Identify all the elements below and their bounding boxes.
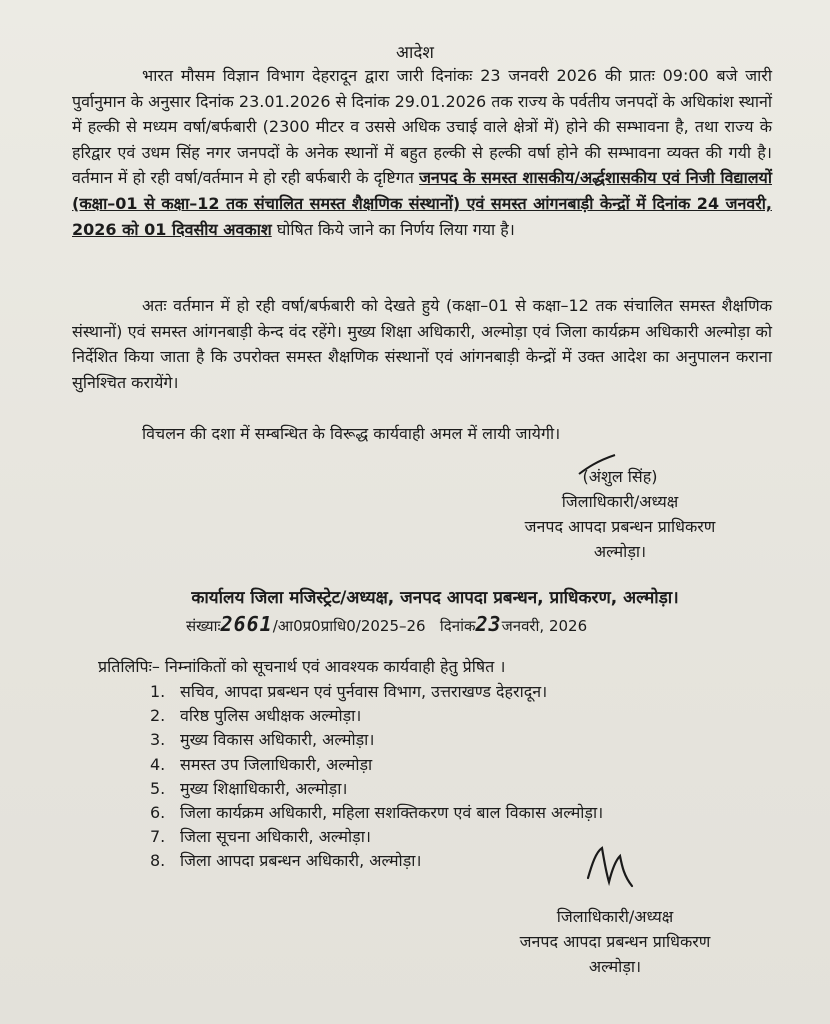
officer-authority: जनपद आपदा प्रबन्धन प्राधिकरण <box>524 517 716 536</box>
officer-designation: जिलाधिकारी/अध्यक्ष <box>561 492 679 511</box>
holiday-declaration: जनपद के समस्त शासकीय/अर्द्धशासकीय एवं निजी विद्यालयों (कक्षा–01 से कक्षा–12 तक संचालित समस्त शैक्षणिक संस्थानों) एवं समस्त आंगनबाड़ी केन्द्रों में दिनांक 24 जनवरी, 2026 को 01 दिवसीय अवकाश <box>72 168 772 239</box>
list-item: 4. समस्त उप जिलाधिकारी, अल्मोड़ा <box>150 754 373 774</box>
order-heading: आदेश <box>396 43 434 63</box>
date-prefix: दिनांक <box>439 617 476 635</box>
paragraph-forecast-text: भारत मौसम विज्ञान विभाग देहरादून द्वारा जारी दिनांकः 23 जनवरी 2026 की प्रातः 09:00 बजे जारी पुर्वानुमान के अनुसार दिनांक 23.01.2026 से दिनांक 29.01.2026 तक राज्य के पर्वतीय जनपदों के अधिकांश स्थानों में हल्की से मध्यम वर्षा/बर्फबारी (2300 मीटर व उससे अधिक उचाई वाले क्षेत्रों में) होने की सम्भावना है, तथा राज्य के हरिद्वार एवं उधम सिंह नगर जनपदों के अनेक स्थानों में बहुत हल्की से हल्की वर्षा होने की सम्भावना व्यक्त की गयी है। वर्तमान में हो रही वर्षा/वर्तमान मे हो रही बर्फबारी के दृष्टिगत <box>72 66 772 188</box>
ref-number: 2661 <box>220 612 273 636</box>
date-day: 23 <box>475 612 502 636</box>
list-item: 1. सचिव, आपदा प्रबन्धन एवं पुर्नवास विभाग, उत्तराखण्ड देहरादून। <box>150 682 548 701</box>
paragraph-forecast <box>72 63 772 242</box>
list-item: 5. मुख्य शिक्षाधिकारी, अल्मोड़ा। <box>150 778 348 798</box>
officer-place: अल्मोड़ा। <box>588 957 642 976</box>
handwritten-signature-icon <box>582 842 642 892</box>
list-item: 8. जिला आपदा प्रबन्धन अधिकारी, अल्मोड़ा। <box>150 851 422 871</box>
list-item: 6. जिला कार्यक्रम अधिकारी, महिला सशक्तिकरण एवं बाल विकास अल्मोड़ा। <box>150 803 604 823</box>
list-item: 3. मुख्य विकास अधिकारी, अल्मोड़ा। <box>150 730 375 750</box>
copy-to-list <box>150 680 603 874</box>
list-item: 2. वरिष्ठ पुलिस अधीक्षक अल्मोड़ा। <box>150 706 362 726</box>
officer-designation: जिलाधिकारी/अध्यक्ष <box>556 907 674 926</box>
paragraph-deviation-text: विचलन की दशा में सम्बन्धित के विरूद्ध कार्यवाही अमल में लायी जायेगी। <box>142 424 561 443</box>
paragraph-deviation <box>72 421 772 447</box>
officer-authority: जनपद आपदा प्रबन्धन प्राधिकरण <box>519 932 711 951</box>
paragraph-forecast-tail: घोषित किये जाने का निर्णय लिया गया है। <box>276 219 515 239</box>
reference-line <box>186 612 587 636</box>
signature-block-top <box>500 464 740 564</box>
list-item: 7. जिला सूचना अधिकारी, अल्मोड़ा। <box>150 827 371 847</box>
signature-block-bottom <box>500 904 730 979</box>
officer-name: (अंशुल सिंह) <box>582 467 658 486</box>
date-rest: जनवरी, 2026 <box>501 617 588 635</box>
office-title: कार्यालय जिला मजिस्ट्रेट/अध्यक्ष, जनपद आपदा प्रबन्धन, प्राधिकरण, अल्मोड़ा। <box>191 588 679 608</box>
copy-to-heading: प्रतिलिपिः– निम्नांकितों को सूचनार्थ एवं आवश्यक कार्यवाही हेतु प्रेषित । <box>98 657 506 676</box>
paragraph-closure-text: अतः वर्तमान में हो रही वर्षा/बर्फबारी को देखते हुये (कक्षा–01 से कक्षा–12 तक संचालित समस्त शैक्षणिक संस्थानों) एवं समस्त आंगनबाड़ी केन्द वंद रहेंगे। मुख्य शिक्षा अधिकारी, अल्मोड़ा एवं जिला कार्यक्रम अधिकारी अल्मोड़ा को निर्देशित किया जाता है कि उपरोक्त समस्त शैक्षणिक संस्थानों एवं आंगनबाड़ी केन्द्रों में उक्त आदेश का अनुपालन कराना सुनिश्चित करायेंगे। <box>72 296 772 392</box>
officer-place: अल्मोड़ा। <box>593 542 647 561</box>
ref-prefix: संख्याः <box>186 617 221 635</box>
paragraph-closure <box>72 293 772 395</box>
ref-suffix: /आ0प्र0प्राधि0/2025–26 <box>272 617 426 635</box>
